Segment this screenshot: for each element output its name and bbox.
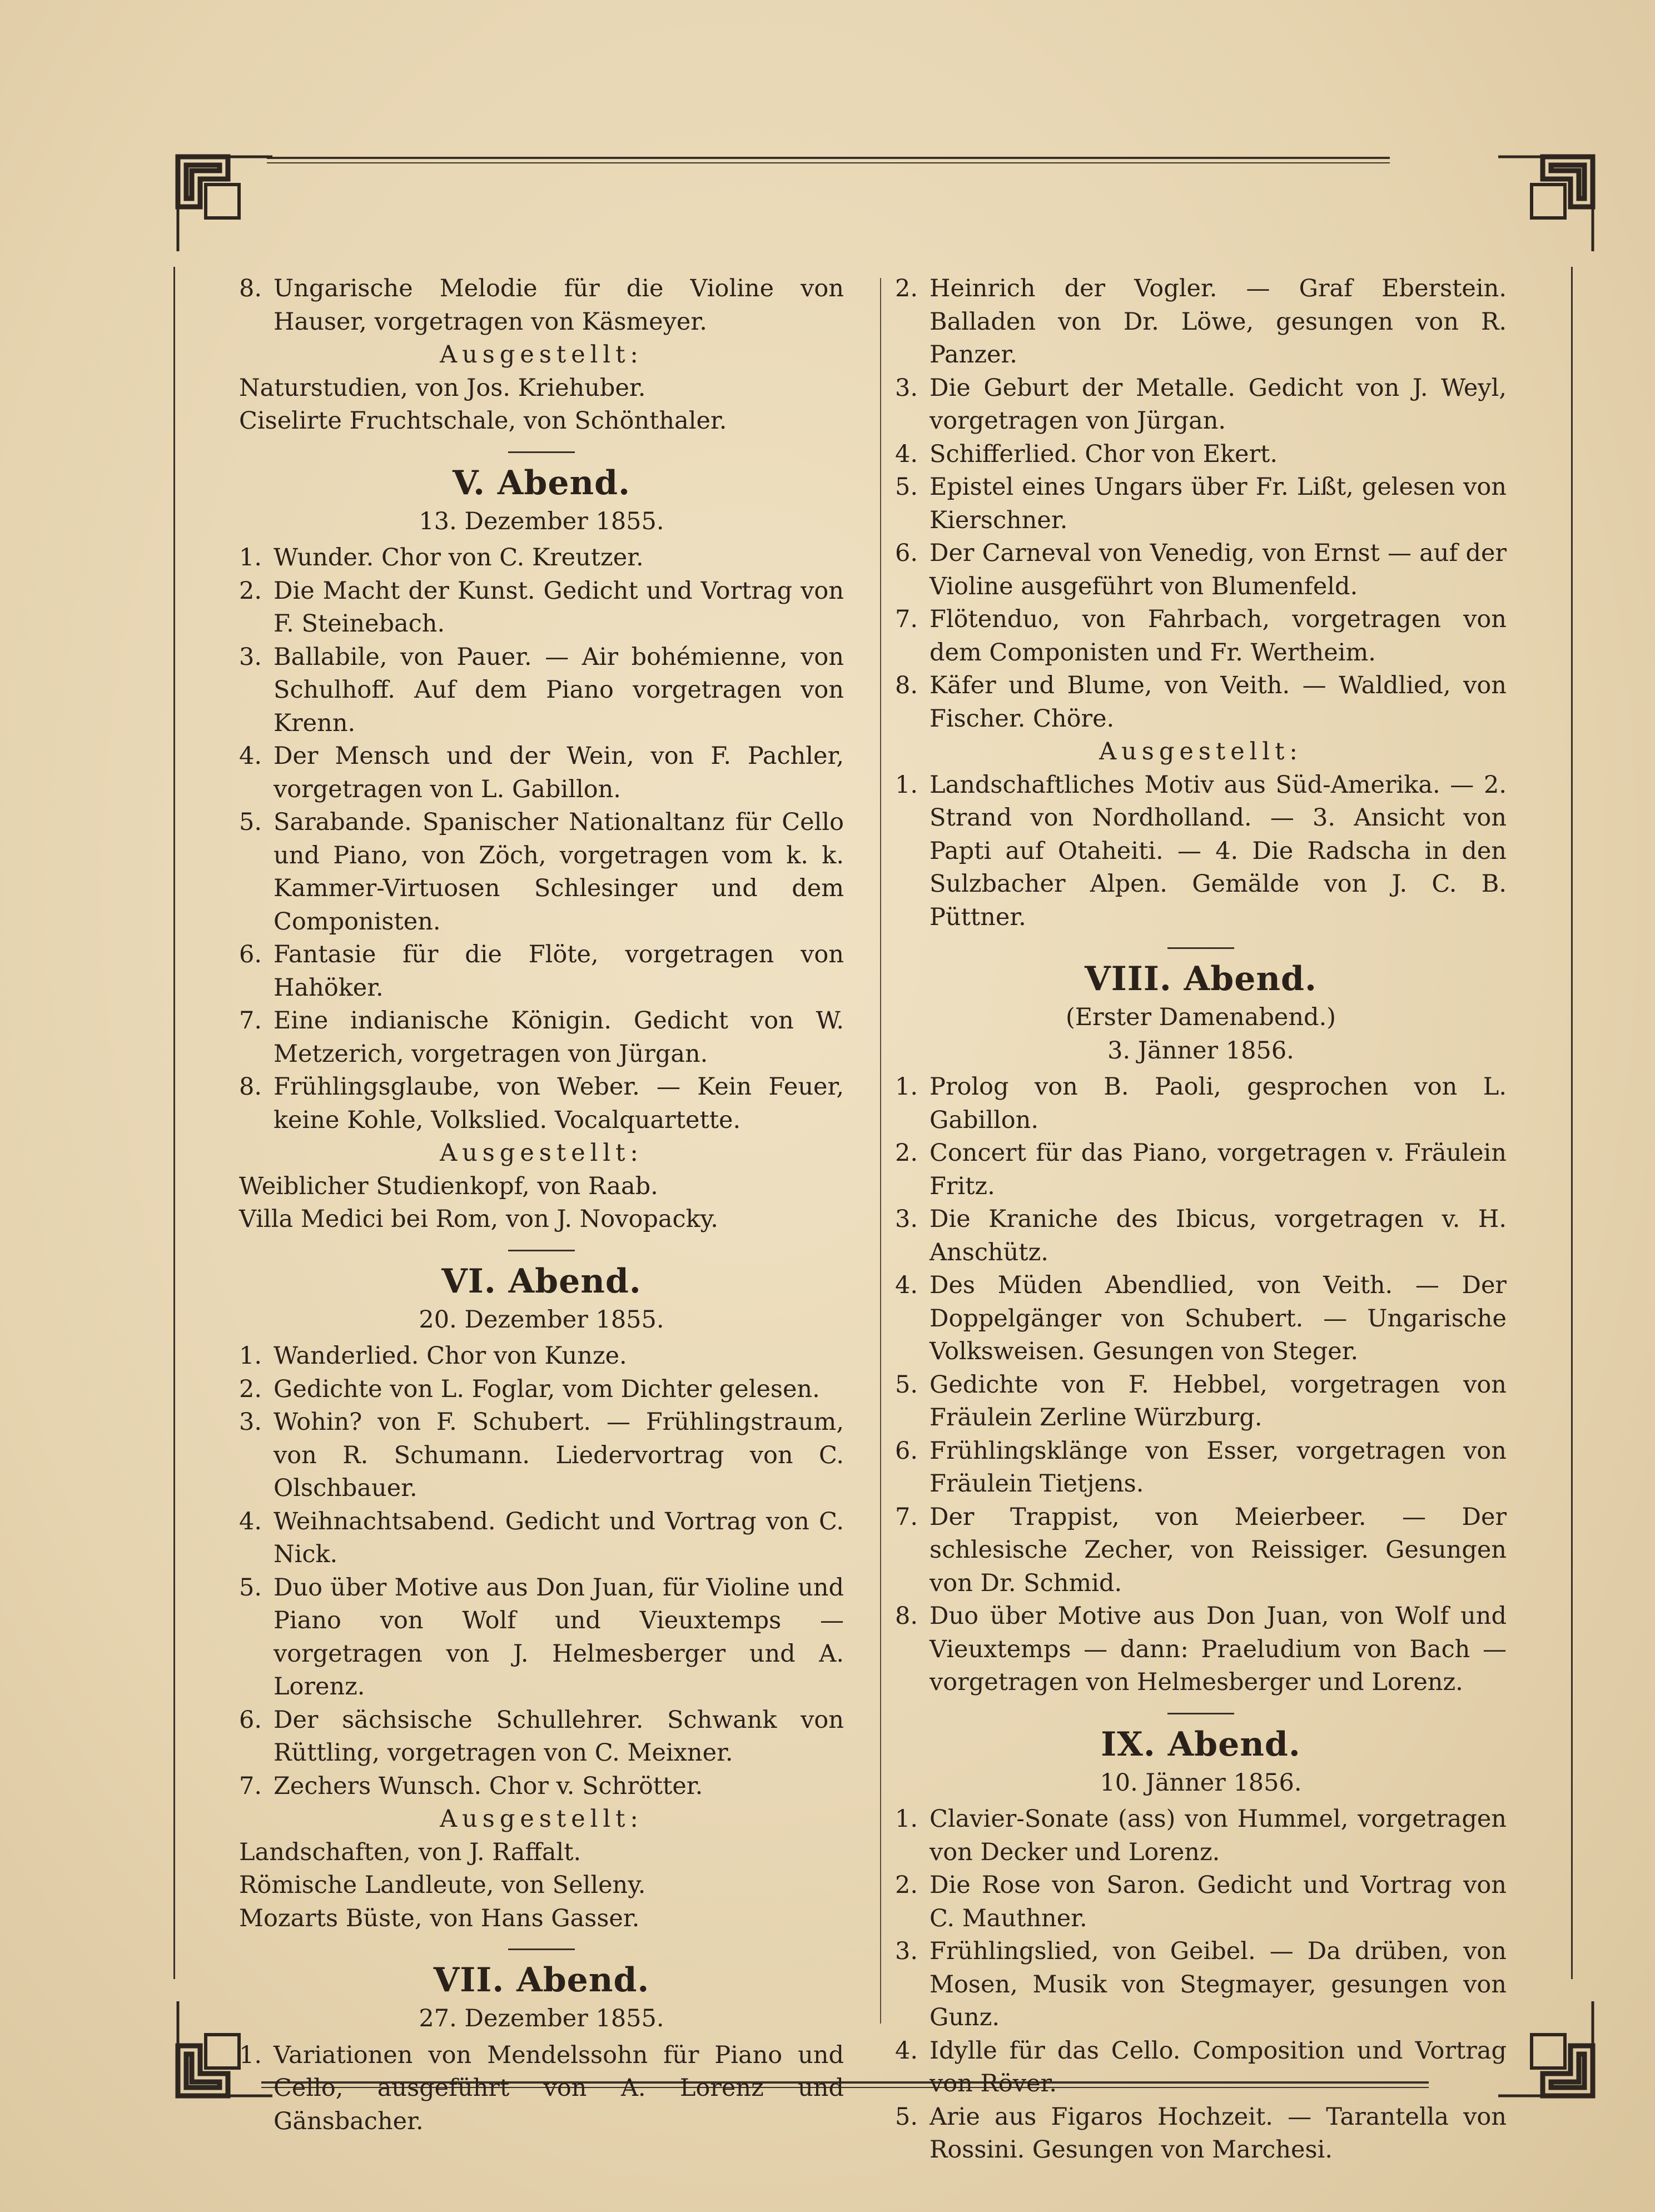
item-number: 3. bbox=[239, 643, 262, 671]
frame-top-rule bbox=[267, 157, 1390, 159]
exhibited-label: Ausgestellt: bbox=[1099, 738, 1303, 765]
item-text: Die Rose von Saron. Gedicht und Vortrag von C. Mauthner. bbox=[930, 1871, 1507, 1932]
item-text: Frühlingsklänge von Esser, vorgetragen von Fräulein Tietjens. bbox=[930, 1436, 1507, 1498]
exhibited-entry: Landschaften, von J. Raffalt. bbox=[239, 1838, 582, 1866]
item-number: 8. bbox=[239, 1073, 262, 1101]
right-column bbox=[895, 272, 1507, 2167]
exhibited-entry: Römische Landleute, von Selleny. bbox=[239, 1871, 646, 1899]
section-heading: IX. Abend. bbox=[1101, 1724, 1301, 1764]
section-date: 10. Jänner 1856. bbox=[1100, 1768, 1302, 1797]
item-number: 5. bbox=[895, 2102, 918, 2131]
corner-ornament-icon bbox=[1493, 1996, 1604, 2107]
item-number: 7. bbox=[895, 1503, 918, 1531]
list-item bbox=[895, 1203, 1507, 1269]
list-item bbox=[895, 537, 1507, 603]
item-text: Frühlingslied, von Geibel. — Da drüben, von Mosen, Musik von Stegmayer, gesungen von Gunz. bbox=[930, 1937, 1507, 2031]
item-text: Epistel eines Ungars über Fr. Lißt, gelesen von Kierschner. bbox=[930, 473, 1507, 534]
item-text: Ballabile, von Pauer. — Air bohémienne, von Schulhoff. Auf dem Piano vorgetragen von Krenn. bbox=[274, 643, 844, 737]
item-number: 1. bbox=[895, 771, 918, 799]
list-item bbox=[239, 1505, 844, 1572]
item-text: Der sächsische Schullehrer. Schwank von Rüttling, vorgetragen von C. Meixner. bbox=[274, 1706, 844, 1767]
corner-ornament-icon bbox=[167, 146, 278, 257]
section-subtitle: (Erster Damenabend.) bbox=[1065, 1003, 1336, 1031]
section-date: 27. Dezember 1855. bbox=[419, 2005, 664, 2032]
item-number: 3. bbox=[239, 1408, 262, 1436]
item-text: Wanderlied. Chor von Kunze. bbox=[274, 1342, 627, 1370]
item-number: 6. bbox=[895, 539, 918, 567]
item-number: 2. bbox=[895, 1139, 918, 1167]
list-item bbox=[239, 740, 844, 806]
list-item bbox=[239, 272, 844, 339]
section-separator bbox=[508, 1250, 575, 1251]
item-text: Idylle für das Cello. Composition und Vortrag von Röver. bbox=[930, 2036, 1507, 2097]
list-item bbox=[895, 1600, 1507, 1699]
item-number: 4. bbox=[895, 440, 918, 468]
list-item bbox=[239, 806, 844, 938]
section-date: 13. Dezember 1855. bbox=[419, 507, 664, 535]
item-number: 1. bbox=[239, 2041, 262, 2069]
list-item bbox=[895, 769, 1507, 934]
corner-ornament-icon bbox=[1493, 146, 1604, 257]
list-item bbox=[895, 471, 1507, 537]
list-item bbox=[895, 438, 1507, 471]
exhibited-entry: Ciselirte Fruchtschale, von Schönthaler. bbox=[239, 407, 727, 435]
item-number: 8. bbox=[239, 275, 262, 302]
list-item bbox=[895, 603, 1507, 669]
item-text: Clavier-Sonate (ass) von Hummel, vorgetragen von Decker und Lorenz. bbox=[930, 1805, 1507, 1866]
item-number: 6. bbox=[895, 1436, 918, 1465]
item-text: Der Mensch und der Wein, von F. Pachler, vorgetragen von L. Gabillon. bbox=[274, 742, 844, 803]
item-number: 6. bbox=[239, 1706, 262, 1734]
item-number: 2. bbox=[239, 1375, 262, 1403]
list-item bbox=[895, 1869, 1507, 1935]
item-number: 1. bbox=[239, 1342, 262, 1370]
item-number: 4. bbox=[239, 742, 262, 770]
list-item bbox=[239, 1770, 844, 1803]
item-number: 3. bbox=[895, 374, 918, 402]
item-text: Käfer und Blume, von Veith. — Waldlied, von Fischer. Chöre. bbox=[930, 672, 1507, 733]
item-number: 1. bbox=[895, 1073, 918, 1101]
list-item bbox=[239, 1340, 844, 1373]
exhibited-entry: Villa Medici bei Rom, von J. Novopacky. bbox=[239, 1205, 718, 1233]
list-item bbox=[239, 641, 844, 740]
exhibited-entry: Naturstudien, von Jos. Kriehuber. bbox=[239, 374, 646, 402]
exhibited-label: Ausgestellt: bbox=[440, 341, 643, 369]
exhibited-label: Ausgestellt: bbox=[440, 1805, 643, 1833]
item-number: 4. bbox=[239, 1507, 262, 1535]
item-text: Sarabande. Spanischer Nationaltanz für Cello und Piano, von Zöch, vorgetragen vom k. k. Kammer-Virtuosen Schlesinger und dem Componisten. bbox=[274, 808, 844, 936]
item-text: Duo über Motive aus Don Juan, für Violine und Piano von Wolf und Vieuxtemps — vorgetragen von J. Helmesberger und A. Lorenz. bbox=[274, 1573, 844, 1701]
item-text: Prolog von B. Paoli, gesprochen von L. Gabillon. bbox=[930, 1073, 1507, 1134]
item-text: Gedichte von L. Foglar, vom Dichter gelesen. bbox=[274, 1375, 820, 1403]
exhibited-label: Ausgestellt: bbox=[440, 1139, 643, 1167]
section-separator bbox=[508, 451, 575, 453]
item-text: Schifferlied. Chor von Ekert. bbox=[930, 440, 1278, 468]
item-number: 2. bbox=[895, 275, 918, 302]
left-column bbox=[239, 272, 844, 2138]
list-item bbox=[239, 1704, 844, 1770]
list-item bbox=[895, 1137, 1507, 1203]
item-number: 3. bbox=[895, 1205, 918, 1233]
list-item bbox=[895, 2035, 1507, 2101]
section-date: 20. Dezember 1855. bbox=[419, 1305, 664, 1334]
item-number: 1. bbox=[239, 544, 262, 571]
list-item bbox=[239, 541, 844, 575]
list-item bbox=[239, 1373, 844, 1406]
list-item bbox=[239, 1572, 844, 1704]
section-heading: V. Abend. bbox=[453, 463, 630, 503]
item-text: Ungarische Melodie für die Violine von Hauser, vorgetragen von Käsmeyer. bbox=[274, 275, 844, 336]
list-item bbox=[895, 1803, 1507, 1869]
list-item bbox=[239, 575, 844, 641]
item-number: 8. bbox=[895, 1602, 918, 1630]
item-text: Zechers Wunsch. Chor v. Schrötter. bbox=[274, 1772, 703, 1800]
item-text: Des Müden Abendlied, von Veith. — Der Doppelgänger von Schubert. — Ungarische Volksweisen. Gesungen von Steger. bbox=[930, 1271, 1507, 1365]
item-text: Die Macht der Kunst. Gedicht und Vortrag von F. Steinebach. bbox=[274, 576, 844, 638]
list-item bbox=[895, 1269, 1507, 1369]
item-text: Der Trappist, von Meierbeer. — Der schlesische Zecher, von Reissiger. Gesungen von Dr. Schmid. bbox=[930, 1503, 1507, 1597]
list-item bbox=[239, 1071, 844, 1137]
item-text: Concert für das Piano, vorgetragen v. Fräulein Fritz. bbox=[930, 1139, 1507, 1200]
list-item bbox=[895, 1071, 1507, 1137]
list-item bbox=[239, 938, 844, 1005]
item-text: Gedichte von F. Hebbel, vorgetragen von Fräulein Zerline Würzburg. bbox=[930, 1370, 1507, 1431]
item-number: 6. bbox=[239, 941, 262, 968]
item-text: Duo über Motive aus Don Juan, von Wolf und Vieuxtemps — dann: Praeludium von Bach — vorgetragen von Helmesberger und Lorenz. bbox=[930, 1602, 1507, 1696]
item-text: Der Carneval von Venedig, von Ernst — auf der Violine ausgeführt von Blumenfeld. bbox=[930, 539, 1507, 600]
section-separator bbox=[1167, 947, 1234, 949]
column-divider bbox=[880, 278, 881, 2024]
list-item bbox=[895, 272, 1507, 372]
item-number: 5. bbox=[239, 1573, 262, 1602]
item-text: Frühlingsglaube, von Weber. — Kein Feuer, keine Kohle, Volkslied. Vocalquartette. bbox=[274, 1073, 844, 1134]
list-item bbox=[895, 2101, 1507, 2167]
item-text: Heinrich der Vogler. — Graf Eberstein. Balladen von Dr. Löwe, gesungen von R. Panzer. bbox=[930, 275, 1507, 369]
item-text: Variationen von Mendelssohn für Piano und Cello, ausgeführt von A. Lorenz und Gänsbacher. bbox=[274, 2041, 844, 2135]
list-item bbox=[895, 1501, 1507, 1600]
item-number: 8. bbox=[895, 672, 918, 699]
item-number: 1. bbox=[895, 1805, 918, 1833]
section-separator bbox=[508, 1948, 575, 1950]
item-number: 2. bbox=[239, 576, 262, 605]
item-number: 2. bbox=[895, 1871, 918, 1899]
item-text: Arie aus Figaros Hochzeit. — Tarantella von Rossini. Gesungen von Marchesi. bbox=[930, 2102, 1507, 2164]
item-text: Eine indianische Königin. Gedicht von W. Metzerich, vorgetragen von Jürgan. bbox=[274, 1007, 844, 1068]
item-text: Wohin? von F. Schubert. — Frühlingstraum, von R. Schumann. Liedervortrag von C. Olschbauer. bbox=[274, 1408, 844, 1502]
list-item bbox=[895, 1369, 1507, 1435]
item-text: Wunder. Chor von C. Kreutzer. bbox=[274, 544, 644, 571]
section-heading: VII. Abend. bbox=[433, 1961, 650, 2000]
section-date: 3. Jänner 1856. bbox=[1107, 1036, 1294, 1065]
item-text: Fantasie für die Flöte, vorgetragen von Hahöker. bbox=[274, 941, 844, 1002]
section-separator bbox=[1167, 1713, 1234, 1714]
list-item bbox=[239, 1005, 844, 1071]
item-number: 7. bbox=[895, 605, 918, 633]
item-text: Die Kraniche des Ibicus, vorgetragen v. H. Anschütz. bbox=[930, 1205, 1507, 1266]
frame-left-rule bbox=[173, 267, 175, 1979]
item-text: Landschaftliches Motiv aus Süd-Amerika. — 2. Strand von Nordholland. — 3. Ansicht von Papti auf Otaheiti. — 4. Die Radscha in den Sulzbacher Alpen. Gemälde von J. C. B. Püttner. bbox=[930, 771, 1507, 931]
item-number: 5. bbox=[895, 473, 918, 501]
item-number: 4. bbox=[895, 2036, 918, 2065]
list-item bbox=[239, 1406, 844, 1505]
item-number: 3. bbox=[895, 1937, 918, 1965]
list-item bbox=[895, 1935, 1507, 2035]
item-number: 7. bbox=[239, 1007, 262, 1035]
frame-right-rule bbox=[1571, 267, 1573, 1979]
item-number: 7. bbox=[239, 1772, 262, 1800]
item-number: 5. bbox=[239, 808, 262, 836]
exhibited-entry: Weiblicher Studienkopf, von Raab. bbox=[239, 1172, 658, 1200]
list-item bbox=[895, 1435, 1507, 1501]
item-text: Die Geburt der Metalle. Gedicht von J. Weyl, vorgetragen von Jürgan. bbox=[930, 374, 1507, 435]
list-item bbox=[239, 2039, 844, 2139]
section-heading: VI. Abend. bbox=[441, 1261, 642, 1301]
item-text: Flötenduo, von Fahrbach, vorgetragen von dem Componisten und Fr. Wertheim. bbox=[930, 605, 1507, 667]
list-item bbox=[895, 669, 1507, 735]
list-item bbox=[895, 372, 1507, 438]
item-text: Weihnachtsabend. Gedicht und Vortrag von C. Nick. bbox=[274, 1507, 844, 1568]
frame-top-rule-thin bbox=[267, 162, 1390, 163]
item-number: 5. bbox=[895, 1370, 918, 1399]
item-number: 4. bbox=[895, 1271, 918, 1299]
section-heading: VIII. Abend. bbox=[1085, 960, 1317, 998]
exhibited-entry: Mozarts Büste, von Hans Gasser. bbox=[239, 1904, 640, 1932]
